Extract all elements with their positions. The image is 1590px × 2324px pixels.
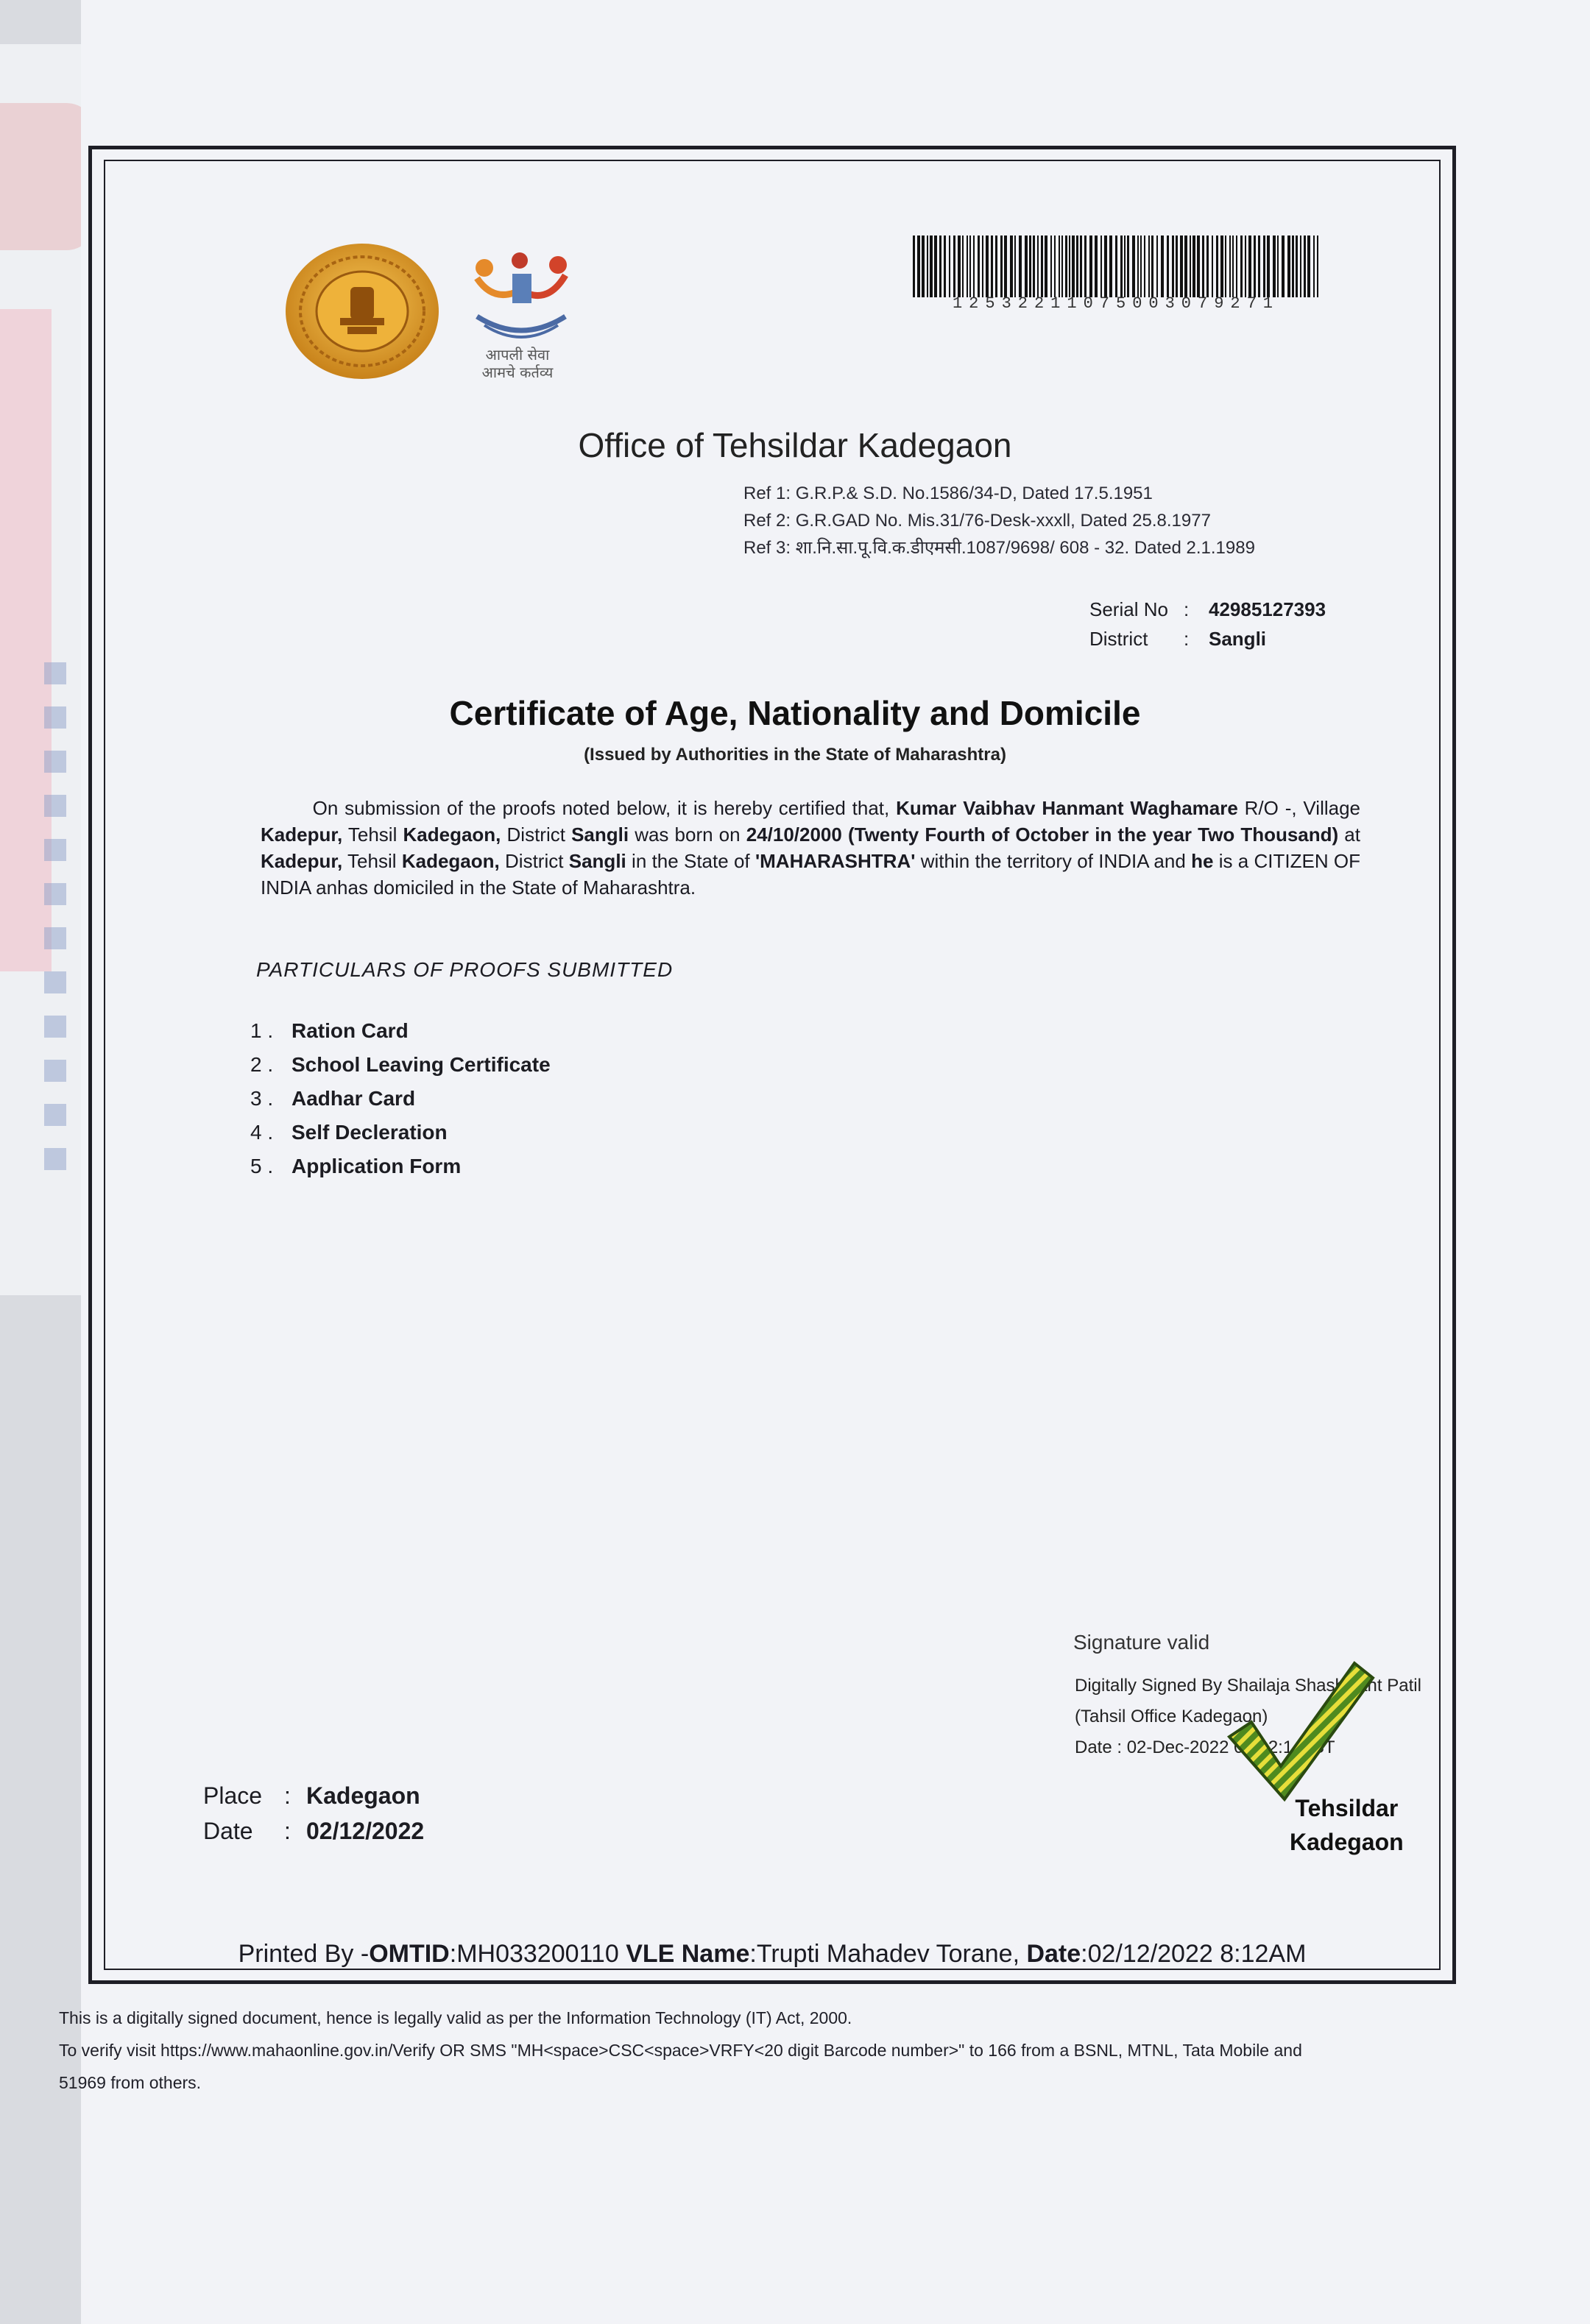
barcode-bar	[1004, 235, 1007, 297]
barcode-bar	[1304, 235, 1306, 297]
barcode-bar	[1277, 235, 1279, 297]
barcode-bar	[1084, 235, 1086, 297]
barcode-bar	[1100, 235, 1102, 297]
barcode-bar	[1019, 235, 1022, 297]
barcode-bar	[1109, 235, 1112, 297]
barcode-bar	[1292, 235, 1294, 297]
proofs-heading: PARTICULARS OF PROOFS SUBMITTED	[256, 958, 674, 981]
barcode-bar	[978, 235, 980, 297]
office-title: Office of Tehsildar Kadegaon	[578, 426, 1012, 464]
barcode-bar	[1258, 235, 1260, 297]
barcode-bar	[1061, 235, 1063, 297]
district-value: Sangli	[1209, 628, 1267, 650]
barcode-bar	[967, 235, 968, 297]
barcode-bar	[1267, 235, 1270, 297]
barcode-bar	[1248, 235, 1251, 297]
barcode-bar	[962, 235, 964, 297]
serial-number: 42985127393	[1209, 598, 1326, 620]
barcode-bar	[986, 235, 989, 297]
barcode-bar	[1192, 235, 1195, 297]
barcode-bar	[1167, 235, 1169, 297]
barcode-bar	[934, 235, 937, 297]
barcode-bar	[1120, 235, 1123, 297]
barcode-bar	[1273, 235, 1276, 297]
barcode	[911, 235, 1321, 297]
barcode-bar	[973, 235, 975, 297]
barcode-bar	[1282, 235, 1285, 297]
barcode-bar	[958, 235, 961, 297]
proofs-list	[250, 1014, 551, 1183]
barcode-bar	[1072, 235, 1075, 297]
list-item: 4 . Self Decleration	[250, 1121, 448, 1144]
barcode-bar	[1245, 235, 1246, 297]
barcode-bar	[969, 235, 971, 297]
aapli-seva-logo-icon	[462, 249, 580, 352]
serial-label: Serial No	[1089, 598, 1168, 620]
barcode-bar	[1127, 235, 1129, 297]
barcode-bar	[1296, 235, 1298, 297]
barcode-bar	[1184, 235, 1187, 297]
barcode-bar	[1059, 235, 1060, 297]
barcode-bar	[1206, 235, 1209, 297]
barcode-bar	[1080, 235, 1082, 297]
place-value: Kadegaon	[306, 1782, 420, 1809]
list-item: 3 . Aadhar Card	[250, 1087, 416, 1110]
barcode-bar	[1254, 235, 1256, 297]
district-label: District	[1089, 628, 1148, 650]
barcode-bar	[930, 235, 933, 297]
barcode-bar	[1095, 235, 1098, 297]
barcode-bar	[1216, 235, 1218, 297]
printed-by-line: Printed By -OMTID:MH033200110 VLE Name:Trupti Mahadev Torane, Date:02/12/2022 8:12AM	[238, 1940, 1307, 1968]
barcode-bar	[922, 235, 925, 297]
place-label: Place	[203, 1782, 263, 1809]
certificate-body: On submission of the proofs noted below, it is hereby certified that, Kumar Vaibhav Hanmant Waghamare R/O -, Village Kadepur, Tehsil Kadegaon, District Sangli was born on 24/10/2000 (Twenty Fourth of October in the year Two Thousand) at Kadepur, Tehsil Kadegaon, District Sangli in the State of 'MAHARASHTRA' within the territory of INDIA and he is a CITIZEN OF INDIA anhas domiciled in the State of Maharashtra.	[261, 797, 1361, 899]
barcode-bar	[913, 235, 915, 297]
barcode-bar	[1124, 235, 1126, 297]
reference-1: Ref 1: G.R.P.& S.D. No.1586/34-D, Dated 17.5.1951	[743, 483, 1153, 503]
list-item: 2 . School Leaving Certificate	[250, 1053, 551, 1076]
barcode-bar	[944, 235, 946, 297]
barcode-bar	[1104, 235, 1107, 297]
signature-check-icon	[1222, 1656, 1377, 1803]
serial-district-block: Serial No : 42985127393 District : Sangli	[1089, 595, 1326, 653]
barcode-bar	[1172, 235, 1174, 297]
reference-3: Ref 3: शा.नि.सा.पू.वि.क.डीएमसी.1087/9698/ 608 - 32. Dated 2.1.1989	[743, 538, 1255, 558]
logo-caption: आपली सेवा आमचे कर्तव्य	[481, 346, 554, 381]
digital-signature-details: Digitally Signed By Shailaja Shashikant Patil (Tahsil Office Kadegaon) Date : 02-Dec-2022 08:12:14 IST	[1075, 1676, 1421, 1757]
signature-valid-label: Signature valid	[1073, 1631, 1210, 1654]
barcode-bar	[1300, 235, 1301, 297]
barcode-bar	[1307, 235, 1310, 297]
date-of-birth: 24/10/2000 (Twenty Fourth of October in the year Two Thousand)	[746, 823, 1339, 846]
barcode-bar	[1069, 235, 1070, 297]
barcode-bar	[1137, 235, 1139, 297]
list-item: 5 . Application Form	[250, 1155, 462, 1177]
barcode-bar	[1045, 235, 1047, 297]
barcode-bar	[1180, 235, 1183, 297]
barcode-bar	[1229, 235, 1231, 297]
barcode-bar	[1236, 235, 1237, 297]
issue-place-date: Place : Kadegaon Date : 02/12/2022	[203, 1778, 424, 1849]
barcode-bar	[1156, 235, 1158, 297]
barcode-bar	[1050, 235, 1052, 297]
barcode-bar	[1190, 235, 1191, 297]
barcode-bar	[1313, 235, 1315, 297]
barcode-bar	[1176, 235, 1178, 297]
barcode-bar	[953, 235, 955, 297]
barcode-bar	[939, 235, 941, 297]
barcode-bar	[917, 235, 920, 297]
barcode-bar	[1089, 235, 1092, 297]
barcode-bar	[1263, 235, 1265, 297]
list-item: 1 . Ration Card	[250, 1019, 409, 1042]
barcode-bar	[1041, 235, 1043, 297]
barcode-bar	[1000, 235, 1003, 297]
date-label: Date	[203, 1818, 253, 1844]
state-emblem-icon	[283, 241, 442, 381]
barcode-bar	[991, 235, 993, 297]
barcode-bar	[1037, 235, 1039, 297]
reference-2: Ref 2: G.R.GAD No. Mis.31/76-Desk-xxxll, Dated 25.8.1977	[743, 511, 1211, 531]
barcode-bar	[1132, 235, 1135, 297]
barcode-bar	[1025, 235, 1028, 297]
barcode-bar	[1220, 235, 1223, 297]
barcode-bar	[1287, 235, 1290, 297]
barcode-bar	[1076, 235, 1078, 297]
barcode-bar	[1148, 235, 1150, 297]
barcode-bar	[1240, 235, 1243, 297]
barcode-bar	[1161, 235, 1164, 297]
barcode-bar	[1317, 235, 1318, 297]
barcode-bar	[949, 235, 950, 297]
signatory-designation: Tehsildar Kadegaon	[1290, 1795, 1404, 1855]
verification-footer: This is a digitally signed document, hence is legally valid as per the Information Technology (IT) Act, 2000. To verify visit https://www.mahaonline.gov.in/Verify OR SMS "MH<space>CSC<space>VRFY<20 digit Barcode number>" to 166 from a BSNL, MTNL, Tata Mobile and 51969 from others.	[59, 2008, 1302, 2092]
barcode-bar	[1029, 235, 1031, 297]
barcode-bar	[1014, 235, 1016, 297]
barcode-bar	[1065, 235, 1067, 297]
barcode-bar	[1151, 235, 1153, 297]
barcode-bar	[927, 235, 928, 297]
barcode-bar	[1212, 235, 1213, 297]
barcode-bar	[1225, 235, 1226, 297]
barcode-bar	[1197, 235, 1200, 297]
barcode-bar	[1010, 235, 1013, 297]
background-binding	[44, 662, 66, 1177]
certificate-subtitle: (Issued by Authorities in the State of Maharashtra)	[584, 745, 1006, 765]
certificate-title: Certificate of Age, Nationality and Domicile	[449, 694, 1141, 732]
barcode-bar	[982, 235, 983, 297]
barcode-number: 12532211075003079271	[952, 294, 1280, 313]
date-value: 02/12/2022	[306, 1818, 425, 1844]
barcode-bar	[1033, 235, 1035, 297]
barcode-bar	[1232, 235, 1234, 297]
barcode-bar	[1202, 235, 1204, 297]
barcode-bar	[1054, 235, 1056, 297]
barcode-bar	[1115, 235, 1117, 297]
barcode-bar	[995, 235, 997, 297]
barcode-bar	[1140, 235, 1142, 297]
holder-name: Kumar Vaibhav Hanmant Waghamare	[896, 797, 1238, 819]
references	[743, 480, 1255, 561]
barcode-bar	[1144, 235, 1145, 297]
